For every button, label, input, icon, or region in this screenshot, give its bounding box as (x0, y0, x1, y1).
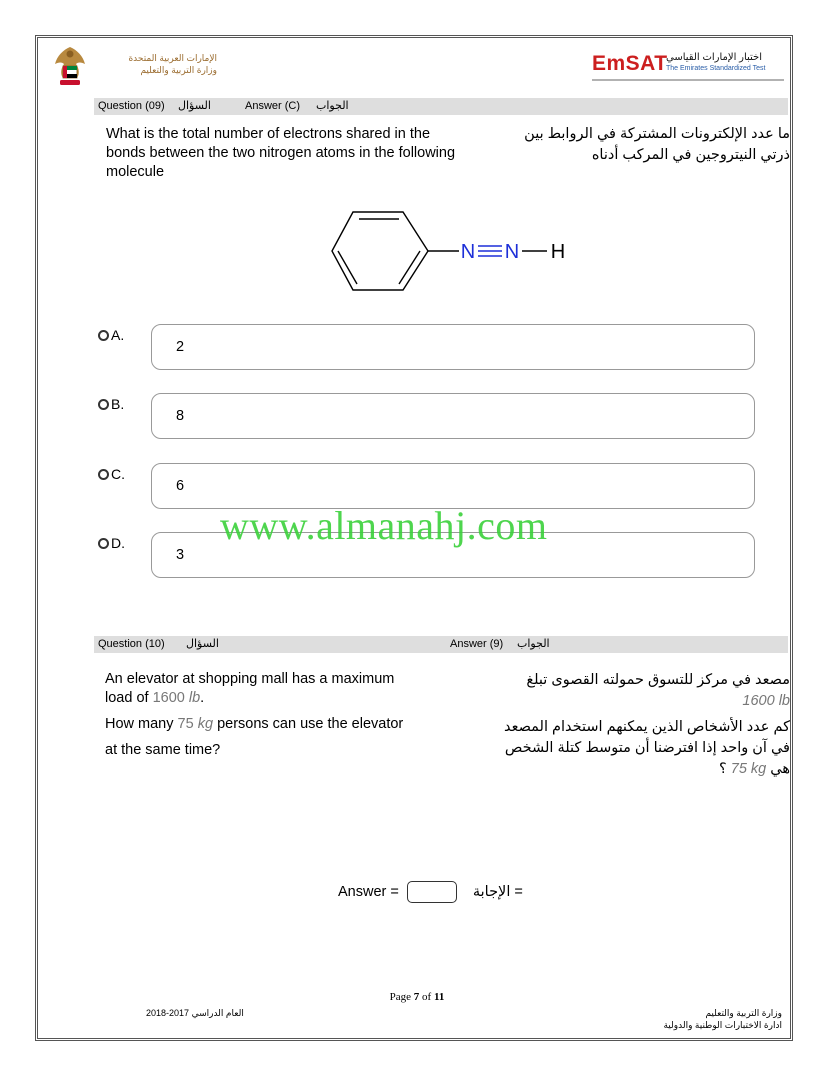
option-d-letter: D. (111, 535, 125, 551)
q10-question-suffix: persons can use the elevator (217, 716, 404, 732)
option-b-radio[interactable] (98, 396, 124, 412)
answer-label-ar: = الإجابة (472, 884, 523, 900)
q10-load-unit: lb (188, 690, 201, 706)
q10-question-prefix: How many (105, 716, 174, 732)
q10-text-ar (480, 670, 790, 780)
emsat-logo-text: EmSAT (592, 52, 668, 75)
q10-question-label: Question (10) (98, 638, 165, 650)
page-current: 7 (413, 991, 420, 1003)
q10-ar-line-5 (480, 759, 790, 780)
answer-line (338, 881, 523, 903)
q10-en-line-3 (105, 715, 465, 734)
q10-ar-line-4: في آن واحد إذا افترضنا أن متوسط كتلة الشخص (504, 740, 790, 756)
radio-circle-icon[interactable] (98, 469, 109, 480)
q10-text-en (105, 670, 465, 760)
option-a-value: 2 (176, 339, 185, 355)
n-n-triple-bond (478, 246, 502, 256)
radio-circle-icon[interactable] (98, 399, 109, 410)
page-prefix: Page (389, 991, 412, 1003)
q9-text-ar (500, 124, 790, 166)
q9-text-en: What is the total number of electrons shared in the bonds between the two nitrogen atoms in the following molecule (106, 126, 456, 180)
option-d-value: 3 (176, 547, 185, 563)
option-c-radio[interactable] (98, 466, 125, 482)
q10-ar-line-1: مصعد في مركز للتسوق حمولته القصوى تبلغ (526, 672, 790, 688)
option-a-box[interactable] (151, 324, 755, 370)
footer-ministry-name: وزارة التربية والتعليم (705, 1008, 782, 1018)
option-d-radio[interactable] (98, 535, 125, 551)
option-b-letter: B. (111, 396, 125, 412)
emsat-title-en: The Emirates Standardized Test (666, 65, 766, 72)
q10-answer-label: Answer (9) (450, 638, 504, 650)
page-number (0, 991, 834, 1003)
q10-question-label-ar: السؤال (186, 638, 219, 650)
q10-mass-value: 75 (177, 716, 194, 732)
uae-emblem-icon (51, 44, 89, 88)
ministry-line-2: وزارة التربية والتعليم (140, 65, 217, 75)
question-9-bar (94, 98, 788, 115)
q10-en-line-2: load of 1600 lb. (105, 690, 205, 706)
nitrogen-atom-1: N (460, 241, 476, 263)
q10-mass-unit: kg (197, 716, 214, 732)
q9-text-ar-line-2: ذرتي النيتروجين في المركب أدناه (591, 147, 790, 163)
q10-en-line-1: An elevator at shopping mall has a maximum (105, 671, 395, 687)
q10-ar-load: 1600 lb (742, 693, 790, 709)
option-c-letter: C. (111, 466, 125, 482)
header-rule (592, 79, 784, 81)
academic-year: العام الدراسي 2017-2018 (146, 1008, 244, 1018)
q9-question-label-ar: السؤال (178, 100, 211, 112)
footer-department: ادارة الاختبارات الوطنية والدولية (663, 1020, 782, 1030)
q10-load-prefix: load of (105, 690, 149, 706)
q9-text-ar-line-1: ما عدد الإلكترونات المشتركة في الروابط بين (524, 126, 790, 142)
answer-input-box[interactable] (407, 881, 457, 903)
option-a-letter: A. (111, 327, 125, 343)
hydrogen-atom: H (550, 241, 566, 263)
radio-circle-icon[interactable] (98, 330, 109, 341)
emsat-logo (592, 52, 766, 76)
q10-en-line-4: at the same time? (105, 742, 221, 758)
ministry-line-1: الإمارات العربية المتحدة (128, 53, 217, 63)
q9-answer-label-ar: الجواب (316, 100, 349, 112)
watermark: www.almanahj.com (220, 503, 548, 548)
q10-ar-qmark: ؟ (719, 761, 727, 777)
page-total: 11 (433, 991, 445, 1003)
benzene-ring (332, 212, 428, 290)
q10-ar-line-3: كم عدد الأشخاص الذين يمكنهم استخدام المصعد (503, 719, 790, 735)
q10-ar-mass: 75 kg (730, 761, 767, 777)
footer-ministry (560, 1007, 782, 1031)
emsat-title-ar: اختبار الإمارات القياسي (666, 52, 762, 63)
q10-load-value: 1600 (152, 690, 185, 706)
nitrogen-atom-2: N (504, 241, 520, 263)
radio-circle-icon[interactable] (98, 538, 109, 549)
q9-question-label: Question (09) (98, 100, 165, 112)
option-b-box[interactable] (151, 393, 755, 439)
molecule-diagram (322, 200, 582, 300)
option-a-radio[interactable] (98, 327, 124, 343)
option-c-value: 6 (176, 478, 185, 494)
q10-ar-prefix: هي (770, 761, 790, 777)
page-of: of (422, 991, 432, 1003)
q9-answer-label: Answer (C) (245, 100, 301, 112)
q10-answer-label-ar: الجواب (517, 638, 550, 650)
answer-label-en: Answer = (338, 884, 399, 900)
question-10-bar (94, 636, 788, 653)
option-b-value: 8 (176, 408, 185, 424)
ministry-name-ar (97, 52, 217, 76)
